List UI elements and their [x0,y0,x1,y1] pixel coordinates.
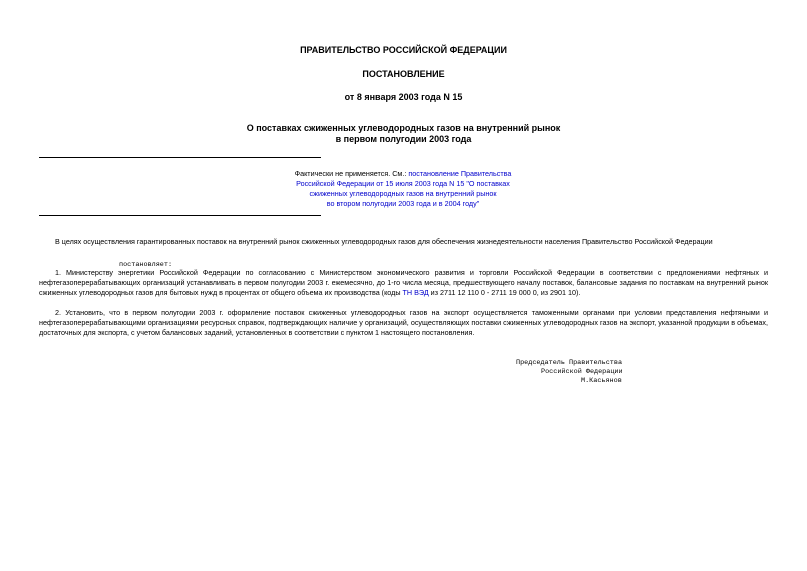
status-note-prefix: Фактически не применяется. См.: [294,169,409,178]
related-decree-link-3[interactable]: сжиженных углеводородных газов на внутренний рынок [309,189,497,198]
divider-top [39,157,321,158]
government-heading: ПРАВИТЕЛЬСТВО РОССИЙСКОЙ ФЕДЕРАЦИИ [300,45,507,55]
paragraph-2: 2. Установить, что в первом полугодии 2003 г. оформление поставок сжиженных углеводородных газов на экспорт осуществляется таможенными органами при условии представления нефтяными и нефтегазоперерабатывающими организациями ресурсных справок, подтверждающих наличие у организаций, осуществляющих поставки сжиженных углеводородных газов на экспорт, указанной продукции в объемах, достаточных для экспорта, с учетом балансовых заданий, установленных в соответствии с пунктом 1 настоящего постановления. [39,308,768,337]
decree-word: постановляет: [119,261,173,269]
related-decree-link-2[interactable]: Российской Федерации от 15 июля 2003 года N 15 "О поставках [296,179,510,188]
tn-ved-link[interactable]: ТН ВЭД [402,288,429,297]
paragraph-1-text: 1. Министерству энергетики Российской Федерации по согласованию с Министерством экономического развития и торговли Российской Федерации в соответствии с предложениями нефтяных и нефтегазоперерабатывающих организаций устанавливать в первом полугодии 2003 г. ежемесячно, до 1-го числа месяца, предшествующего началу поставок, балансовые задания по поставкам на внутренний рынок сжиженных углеводородных газов для бытовых нужд в процентах от общего объема их производства (коды [39,268,768,297]
document-date-number: от 8 января 2003 года N 15 [344,92,463,102]
related-decree-link-4[interactable]: во втором полугодии 2003 года и в 2004 году" [326,199,480,208]
related-decree-link-1[interactable]: постановление Правительства [408,169,512,178]
status-note [283,169,523,209]
document-title-line1: О поставках сжиженных углеводородных газов на внутренний рынок [246,123,561,133]
signature-position-1: Председатель Правительства [516,359,623,367]
signature-name: М.Касьянов [581,377,622,385]
signature-position-2: Российской Федерации [541,368,623,376]
preamble: В целях осуществления гарантированных поставок на внутренний рынок сжиженных углеводородных газов для обеспечения жизнедеятельности населения Правительство Российской Федерации [55,237,713,246]
document-title-line2: в первом полугодии 2003 года [335,134,472,144]
document-type: ПОСТАНОВЛЕНИЕ [362,69,445,79]
paragraph-1-tail: из 2711 12 110 0 - 2711 19 000 0, из 2901 10). [428,288,581,297]
paragraph-1 [39,268,768,298]
divider-bottom [39,215,321,216]
